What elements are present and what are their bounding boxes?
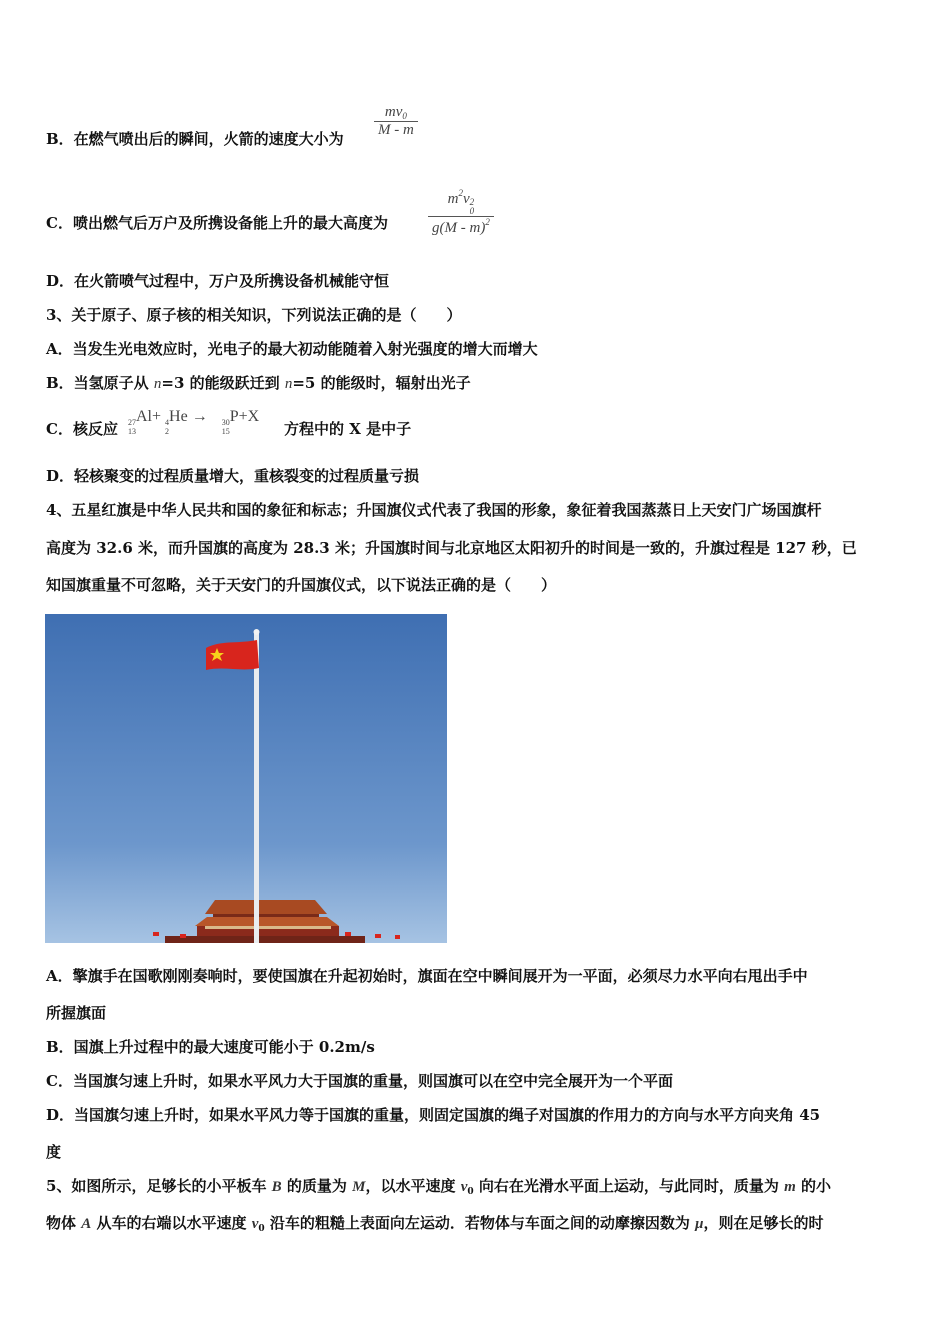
fraction-denominator: M - m [378, 122, 414, 138]
text: =3 的能级跃迁到 [161, 374, 285, 392]
subscript: 0 [258, 1224, 265, 1234]
variable-v: v [251, 1216, 259, 1232]
superscript: 2 [469, 197, 475, 207]
variable-b: B [271, 1179, 282, 1195]
mass-number: 27 [128, 418, 136, 427]
q4-option-d-line-2: 度 [46, 1143, 62, 1161]
variable-a: A [81, 1216, 92, 1232]
q2-option-b-fraction [374, 104, 418, 139]
text: 物体 [46, 1214, 82, 1232]
text: =5 的能级时，辐射出光子 [292, 374, 471, 392]
q4-stem-line-3: 知国旗重量不可忽略，关于天安门的升国旗仪式，以下说法正确的是（ ） [46, 576, 557, 594]
text: 的小 [795, 1177, 832, 1195]
flagpole-top [254, 629, 260, 635]
text: ，则在足够长的时 [703, 1214, 824, 1232]
q2-option-c-fraction [428, 188, 494, 237]
nuclear-equation [128, 408, 259, 436]
flag-photo-illustration [45, 614, 447, 943]
q4-stem-line-1: 4、五星红旗是中华人民共和国的象征和标志；升国旗仪式代表了我国的形象，象征着我国蒸蒸日上天安门广场国旗杆 [46, 501, 822, 519]
q3-option-a: A．当发生光电效应时，光电子的最大初动能随着入射光强度的增大而增大 [46, 340, 538, 358]
q3-option-c-label: C．核反应 [46, 420, 118, 438]
variable-v: v [460, 1179, 468, 1195]
fraction-denominator: g(M - m) [432, 220, 486, 236]
atomic-number: 2 [165, 427, 170, 436]
superscript: 2 [458, 188, 463, 198]
variable-mu: μ [695, 1216, 704, 1232]
flag-photo [45, 614, 447, 943]
mass-number: 30 [221, 418, 230, 427]
q4-option-b: B．国旗上升过程中的最大速度可能小于 0.2m/s [46, 1038, 375, 1056]
q4-option-a-line-1: A．擎旗手在国歌刚刚奏响时，要使国旗在升起初始时，旗面在空中瞬间展开为一平面，必须尽力水平向右甩出手中 [46, 967, 808, 985]
flagpole [254, 632, 259, 943]
text: 沿车的粗糙上表面向左运动．若物体与车面之间的动摩擦因数为 [264, 1214, 696, 1232]
q3-option-c-tail: 方程中的 X 是中子 [284, 420, 412, 438]
q5-stem-line-2 [46, 1212, 823, 1234]
q4-stem-line-2: 高度为 32.6 米，而升国旗的高度为 28.3 米；升国旗时间与北京地区太阳初升的时间是一致的，升旗过程是 127 秒，已 [46, 539, 857, 557]
atomic-number: 15 [221, 427, 230, 436]
phosphorus-symbol: P+X [229, 408, 260, 425]
variable-n: n [284, 376, 293, 392]
subscript: 0 [402, 111, 407, 121]
q4-option-c: C．当国旗匀速上升时，如果水平风力大于国旗的重量，则国旗可以在空中完全展开为一个平面 [46, 1072, 673, 1090]
q2-option-c-text: C．喷出燃气后万户及所携设备能上升的最大高度为 [46, 214, 388, 232]
helium-symbol: He → [169, 408, 208, 425]
variable-n: n [153, 376, 162, 392]
q3-option-d: D．轻核聚变的过程质量增大，重核裂变的过程质量亏损 [46, 467, 420, 485]
text: 从车的右端以水平速度 [91, 1214, 252, 1232]
subscript: 0 [467, 1187, 474, 1197]
text: B．当氢原子从 [46, 374, 154, 392]
variable-m: m [784, 1179, 796, 1195]
q2-option-b [46, 128, 344, 149]
text: 5、如图所示，足够长的小平板车 [46, 1177, 272, 1195]
q2-option-d: D．在火箭喷气过程中，万户及所携设备机械能守恒 [46, 272, 390, 290]
text: ，以水平速度 [365, 1177, 461, 1195]
q4-option-a-line-2: 所握旗面 [46, 1004, 107, 1022]
q3-stem: 3、关于原子、原子核的相关知识，下列说法正确的是（ ） [46, 306, 462, 324]
mass-number: 4 [165, 418, 170, 427]
numerator-m: m [447, 191, 459, 207]
text: 向右在光滑水平面上运动，与此同时，质量为 [473, 1177, 785, 1195]
text: 的质量为 [281, 1177, 353, 1195]
q2-option-c [46, 212, 388, 233]
aluminium-symbol: Al+ [136, 408, 162, 425]
q2-option-b-text: B．在燃气喷出后的瞬间，火箭的速度大小为 [46, 130, 344, 148]
atomic-number: 13 [128, 427, 136, 436]
subscript: 0 [469, 206, 475, 216]
superscript: 2 [485, 217, 490, 227]
fraction-numerator: mv [384, 104, 403, 120]
variable-m-upper: M [352, 1179, 366, 1195]
q5-stem-line-1 [46, 1175, 831, 1197]
numerator-v: v [463, 191, 470, 207]
q3-option-b [46, 372, 471, 393]
q4-option-d-line-1: D．当国旗匀速上升时，如果水平风力等于国旗的重量，则固定国旗的绳子对国旗的作用力的方向与水平方向夹角 45 [46, 1106, 821, 1124]
